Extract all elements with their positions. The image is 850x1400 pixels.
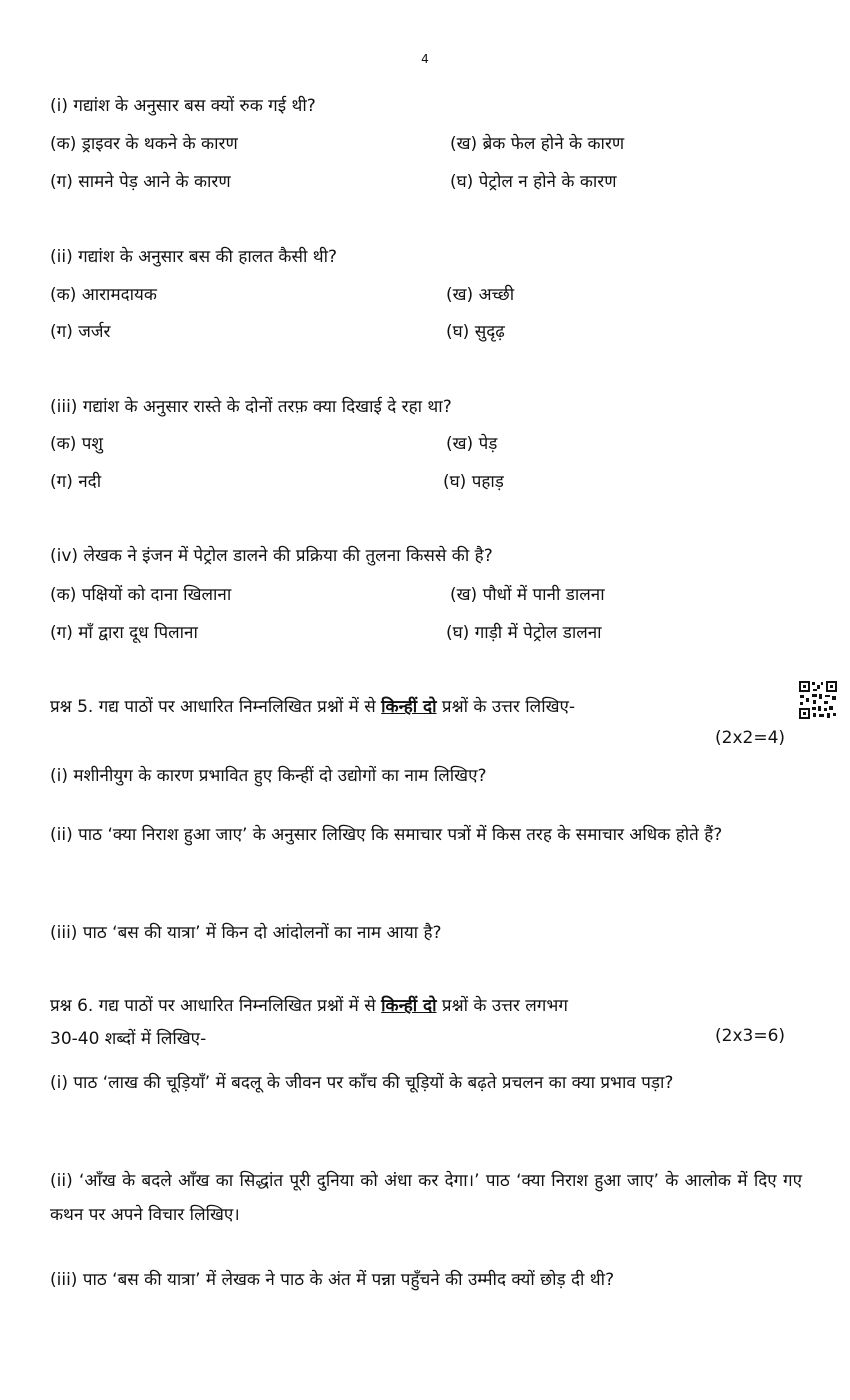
mcq-3-option-d: (घ) पहाड़ [443,472,504,492]
question-5-marks: (2x2=4) [715,728,786,748]
question-6-item-2: (ii) ‘आँख के बदले आँख का सिद्धांत पूरी दुनिया को अंधा कर देगा।’ पाठ ‘क्या निराश हुआ जाए’ के आलोक में दिए गए कथन पर अपने विचार लिखिए। [50,1171,802,1225]
question-5-suffix: प्रश्नों के उत्तर लिखिए- [441,697,576,717]
question-6-item-1: (i) पाठ ‘लाख की चूड़ियाँ’ में बदलू के जीवन पर काँच की चूड़ियों के बढ़ते प्रचलन का क्या प्रभाव पड़ा? [50,1073,674,1093]
question-5-prefix: प्रश्न 5. गद्य पाठों पर आधारित निम्नलिखित प्रश्नों में से [50,697,376,717]
mcq-2-option-c: (ग) जर्जर [50,322,111,342]
question-5-item-2: (ii) पाठ ‘क्या निराश हुआ जाए’ के अनुसार लिखिए कि समाचार पत्रों में किस तरह के समाचार अधिक होते हैं? [50,825,723,845]
mcq-3-option-c: (ग) नदी [50,472,102,492]
mcq-3-option-a: (क) पशु [50,434,103,454]
mcq-2-option-d: (घ) सुदृढ़ [446,322,505,342]
page-number: 4 [421,52,429,66]
mcq-4-option-a: (क) पक्षियों को दाना खिलाना [50,585,232,605]
mcq-4-option-c: (ग) माँ द्वारा दूध पिलाना [50,623,198,643]
question-5-emphasis: किन्हीं दो [381,697,437,717]
question-6-heading [50,993,790,1016]
question-6-prefix: प्रश्न 6. गद्य पाठों पर आधारित निम्नलिखित प्रश्नों में से [50,996,376,1016]
mcq-question-1: (i) गद्यांश के अनुसार बस क्यों रुक गई थी? [50,96,316,116]
question-6-marks: (2x3=6) [715,1026,786,1046]
mcq-4-option-d: (घ) गाड़ी में पेट्रोल डालना [446,623,602,643]
question-5-heading [50,694,790,717]
mcq-1-option-a: (क) ड्राइवर के थकने के कारण [50,134,238,154]
mcq-question-2: (ii) गद्यांश के अनुसार बस की हालत कैसी थी? [50,247,338,267]
question-5-item-1: (i) मशीनीयुग के कारण प्रभावित हुए किन्हीं दो उद्योगों का नाम लिखिए? [50,766,487,786]
mcq-1-option-c: (ग) सामने पेड़ आने के कारण [50,172,231,192]
qr-code-icon [798,680,838,720]
mcq-2-option-a: (क) आरामदायक [50,285,157,305]
question-6-suffix: प्रश्नों के उत्तर लगभग [441,996,568,1016]
mcq-3-option-b: (ख) पेड़ [446,434,498,454]
question-6-item-3: (iii) पाठ ‘बस की यात्रा’ में लेखक ने पाठ के अंत में पन्ना पहुँचने की उम्मीद क्यों छोड़ दी थी? [50,1270,615,1290]
mcq-2-option-b: (ख) अच्छी [446,285,515,305]
question-6-line-2: 30-40 शब्दों में लिखिए- [50,1029,207,1049]
mcq-question-3: (iii) गद्यांश के अनुसार रास्ते के दोनों तरफ़ क्या दिखाई दे रहा था? [50,397,452,417]
question-6-emphasis: किन्हीं दो [381,996,437,1016]
mcq-1-option-d: (घ) पेट्रोल न होने के कारण [450,172,617,192]
mcq-question-4: (iv) लेखक ने इंजन में पेट्रोल डालने की प्रक्रिया की तुलना किससे की है? [50,546,493,566]
question-5-item-3: (iii) पाठ ‘बस की यात्रा’ में किन दो आंदोलनों का नाम आया है? [50,923,442,943]
mcq-4-option-b: (ख) पौधों में पानी डालना [450,585,605,605]
mcq-1-option-b: (ख) ब्रेक फेल होने के कारण [450,134,625,154]
